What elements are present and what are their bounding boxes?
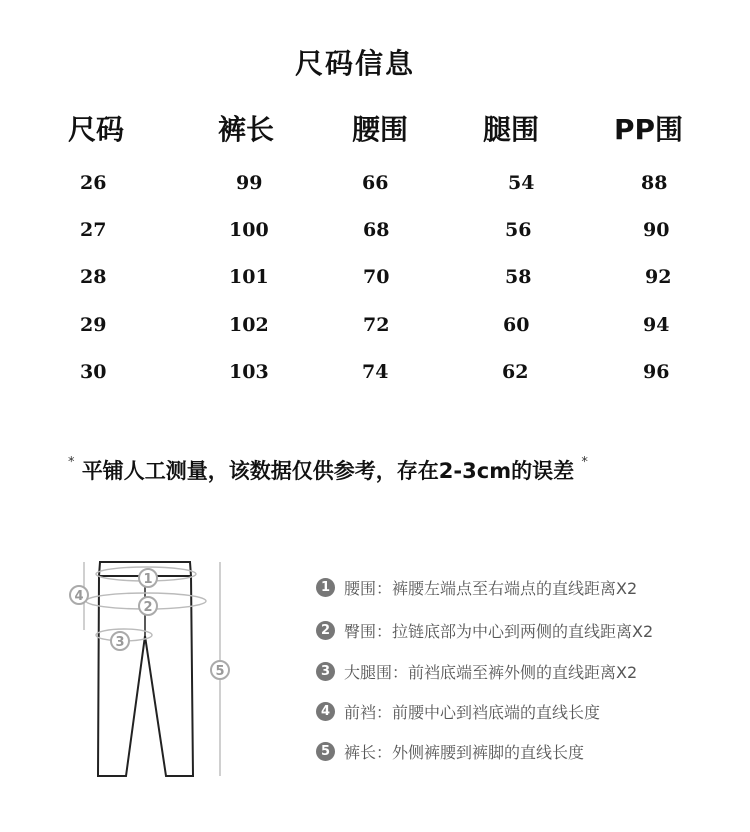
table-cell: 54 bbox=[508, 172, 535, 194]
legend-text: 大腿围：前裆底端至裤外侧的直线距离X2 bbox=[344, 663, 638, 682]
table-cell: 66 bbox=[362, 172, 389, 194]
table-cell: 29 bbox=[80, 314, 107, 336]
table-cell: 100 bbox=[229, 219, 269, 241]
table-cell: 58 bbox=[505, 266, 532, 288]
marker-3: 3 bbox=[115, 635, 125, 650]
pants-outline-icon bbox=[60, 548, 250, 788]
table-cell: 27 bbox=[80, 219, 107, 241]
table-cell: 56 bbox=[505, 219, 532, 241]
pants-diagram bbox=[60, 548, 250, 788]
legend-item bbox=[316, 740, 584, 763]
number-4-icon: 4 bbox=[316, 702, 335, 721]
page-title: 尺码信息 bbox=[294, 47, 415, 80]
table-cell: 62 bbox=[502, 361, 529, 383]
asterisk-icon: * bbox=[68, 455, 75, 470]
table-cell: 68 bbox=[363, 219, 390, 241]
number-1-icon: 1 bbox=[316, 578, 335, 597]
legend-item bbox=[316, 576, 637, 599]
number-5-icon: 5 bbox=[316, 742, 335, 761]
marker-5: 5 bbox=[215, 664, 225, 679]
table-cell: 103 bbox=[229, 361, 269, 383]
note-text: 平铺人工测量，该数据仅供参考，存在2-3cm的误差 bbox=[81, 459, 575, 483]
table-cell: 96 bbox=[643, 361, 670, 383]
table-cell: 74 bbox=[362, 361, 389, 383]
legend-item bbox=[316, 700, 600, 723]
number-3-icon: 3 bbox=[316, 662, 335, 681]
measurement-note bbox=[68, 455, 708, 485]
legend-item bbox=[316, 660, 637, 683]
header-hip: PP围 bbox=[614, 113, 684, 146]
table-cell: 30 bbox=[80, 361, 107, 383]
legend-item bbox=[316, 619, 653, 642]
marker-2: 2 bbox=[143, 600, 153, 615]
header-waist: 腰围 bbox=[352, 113, 409, 146]
table-cell: 60 bbox=[503, 314, 530, 336]
legend-text: 前裆：前腰中心到裆底端的直线长度 bbox=[344, 703, 601, 722]
legend-text: 臀围：拉链底部为中心到两侧的直线距离X2 bbox=[344, 622, 654, 641]
header-size: 尺码 bbox=[68, 113, 125, 146]
legend-text: 裤长：外侧裤腰到裤脚的直线长度 bbox=[344, 743, 585, 762]
table-cell: 102 bbox=[229, 314, 269, 336]
table-cell: 28 bbox=[80, 266, 107, 288]
number-2-icon: 2 bbox=[316, 621, 335, 640]
legend-text: 腰围：裤腰左端点至右端点的直线距离X2 bbox=[344, 579, 638, 598]
table-cell: 88 bbox=[641, 172, 668, 194]
marker-4: 4 bbox=[74, 589, 84, 604]
table-cell: 99 bbox=[236, 172, 263, 194]
table-cell: 90 bbox=[643, 219, 670, 241]
table-cell: 92 bbox=[645, 266, 672, 288]
table-cell: 72 bbox=[363, 314, 390, 336]
header-length: 裤长 bbox=[218, 113, 275, 146]
header-thigh: 腿围 bbox=[483, 113, 540, 146]
marker-1: 1 bbox=[143, 572, 153, 587]
table-cell: 70 bbox=[363, 266, 390, 288]
table-cell: 101 bbox=[229, 266, 269, 288]
asterisk-icon: * bbox=[581, 455, 588, 470]
table-cell: 26 bbox=[80, 172, 107, 194]
table-cell: 94 bbox=[643, 314, 670, 336]
